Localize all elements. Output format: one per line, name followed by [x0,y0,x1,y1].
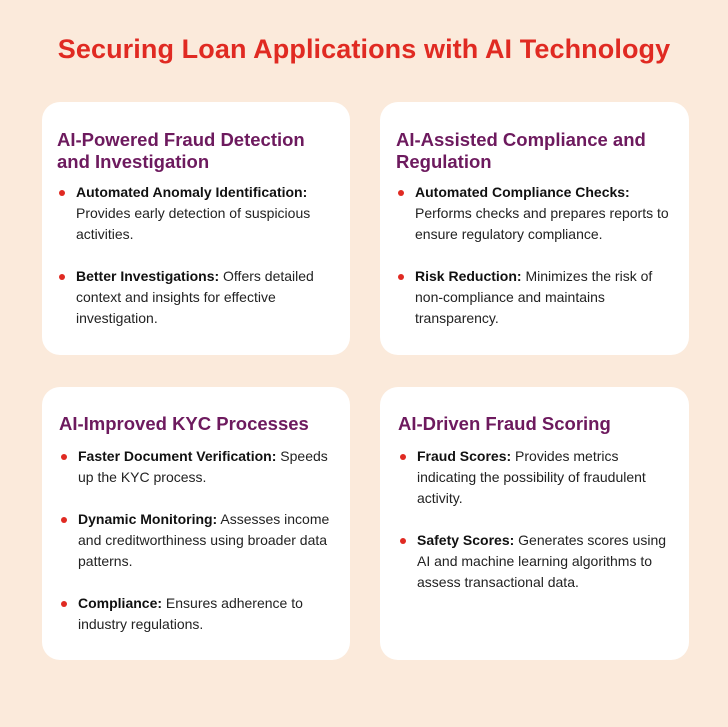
list-item [396,266,676,329]
list-item [396,182,676,245]
bullet-icon [59,190,65,196]
item-text: Generates scores using AI and machine learning algorithms to assess transactional data. [417,532,667,590]
bullet-icon [59,274,65,280]
item-text: Offers detailed context and insights for effective investigation. [76,268,314,326]
card-fraud-detection [42,102,350,355]
card-compliance [380,102,689,355]
item-label: Automated Anomaly Identification: [76,184,308,200]
list-item [57,266,337,329]
item-label: Faster Document Verification: [78,448,277,464]
card-list [398,446,668,593]
item-text: Assesses income and creditworthiness using broader data patterns. [78,511,330,569]
bullet-icon [398,190,404,196]
card-list [57,182,337,329]
bullet-icon [61,517,67,523]
bullet-icon [61,601,67,607]
list-item [57,182,337,245]
item-text: Minimizes the risk of non-compliance and maintains transparency. [415,268,653,326]
card-heading: AI-Powered Fraud Detection and Investigation [57,129,305,172]
item-text: Performs checks and prepares reports to ensure regulatory compliance. [415,205,669,242]
item-text: Ensures adherence to industry regulations. [78,595,303,632]
item-label: Compliance: [78,595,163,611]
list-item [398,446,668,509]
item-label: Safety Scores: [417,532,515,548]
item-label: Fraud Scores: [417,448,512,464]
card-list [396,182,676,329]
item-text: Speeds up the KYC process. [78,448,328,485]
bullet-icon [400,454,406,460]
item-label: Dynamic Monitoring: [78,511,218,527]
bullet-icon [61,454,67,460]
card-list [59,446,334,635]
card-kyc [42,387,350,660]
card-heading: AI-Improved KYC Processes [59,413,309,434]
bullet-icon [398,274,404,280]
item-text: Provides metrics indicating the possibility of fraudulent activity. [417,448,646,506]
item-label: Better Investigations: [76,268,220,284]
bullet-icon [400,538,406,544]
item-label: Automated Compliance Checks: [415,184,630,200]
card-fraud-scoring [380,387,689,660]
card-heading: AI-Assisted Compliance and Regulation [396,129,646,172]
list-item [59,593,334,635]
item-text: Provides early detection of suspicious activities. [76,205,311,242]
page-title: Securing Loan Applications with AI Technology [57,34,671,64]
list-item [398,530,668,593]
item-label: Risk Reduction: [415,268,522,284]
list-item [59,509,334,572]
card-heading: AI-Driven Fraud Scoring [398,413,611,434]
list-item [59,446,334,488]
